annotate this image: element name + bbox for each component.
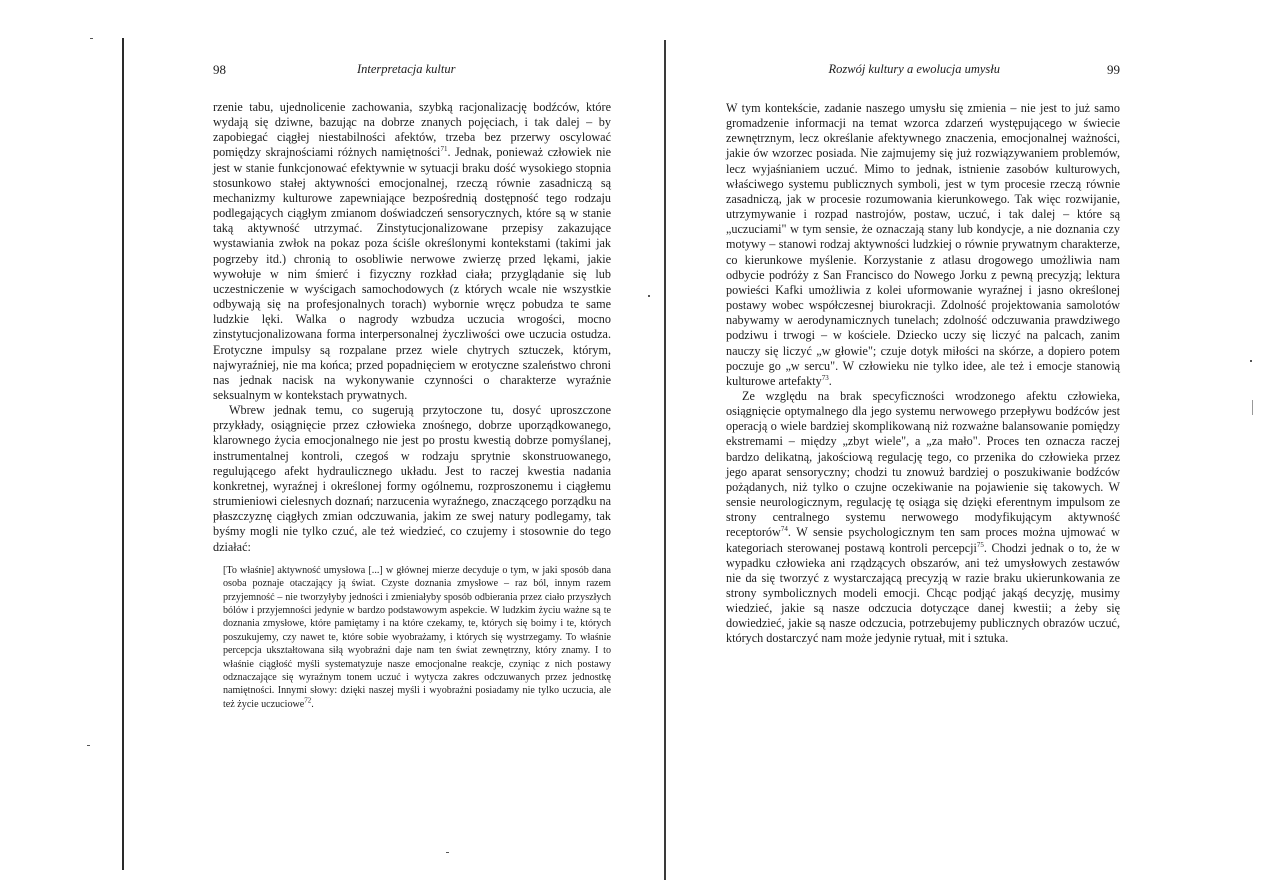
footnote-ref[interactable]: 72 <box>304 696 312 705</box>
block-quote: [To właśnie] aktywność umysłowa [...] w głównej mierze decyduje o tym, w jaki sposób dana osoba poznaje otaczający ją świat. Czyste doznania zmysłowe – raz ból, innym razem przyjemność – nie tworzyłyby jedności i zmieniałyby sposób odbierania przez ciało przyszłych bólów i przyjemności jedynie w bardzo podstawowym aspekcie. W ludzkim życiu ważne są te doznania zmysłowe, które pamiętamy i na które czekamy, te, których się boimy i te, których poszukujemy, czy nawet te, które sobie wyobrażamy, i których się wystrzegamy. To właśnie percepcja ukształtowana siłą wyobraźni daje nam ten świat zewnętrzny, który znamy. I to właśnie ciągłość myśli systematyzuje nasze emocjonalne reakcje, czyniąc z nich postawy odznaczające się wyraźnym tonem uczuć i wytycza zakres odczuwanych przez jednostkę namiętności. Innymi słowy: dzięki naszej myśli i wyobraźni posiadamy nie tylko uczucia, ale też życie uczuciowe$^{72}$. <box>223 564 611 710</box>
scan-speck <box>87 745 90 746</box>
page-number-left: 98 <box>213 62 226 77</box>
right-page <box>726 62 1120 647</box>
running-head-right <box>726 62 1120 84</box>
footnote-ref[interactable]: 74 <box>780 525 788 534</box>
scan-speck <box>446 852 449 853</box>
gutter-scan-edge <box>664 40 666 880</box>
footnote-ref[interactable]: 73 <box>821 373 829 382</box>
running-head-left <box>213 62 611 84</box>
footnote-ref[interactable]: 71 <box>440 145 448 154</box>
scan-speck <box>1250 360 1252 362</box>
page-number-right: 99 <box>1107 62 1120 77</box>
scan-speck <box>90 38 93 39</box>
left-page <box>213 62 611 711</box>
left-scan-edge <box>122 38 124 870</box>
scan-speck <box>1252 400 1253 415</box>
running-title-right: Rozwój kultury a ewolucja umysłu <box>828 62 1000 76</box>
running-title-left: Interpretacja kultur <box>357 62 456 76</box>
left-body <box>213 100 611 711</box>
paragraph: W tym kontekście, zadanie naszego umysłu się zmienia – nie jest to już samo gromadzenie informacji na temat wzorca zdarzeń występującego w świecie zewnętrznym, lecz określanie afektywnego znaczenia, emocjonalnej ważności, jakie ów wzorzec posiada. Nie zajmujemy się już rozwiązywaniem problemów, lecz wyjaśnianiem uczuć. Mimo to jednak, istnienie zasobów kulturowych, właściwego systemu publicznych symboli, jest w tym procesie rzeczą równie zasadniczą, jak w procesie rozumowania kierunkowego. Tak więc rozwijanie, utrzymywanie i rozpad nastrojów, postaw, uczuć, i tak dalej – które są „uczuciami" w tym sensie, że oznaczają stany lub kondycje, a nie doznania czy motywy – stanowi rodzaj aktywności ludzkiej o równie prywatnym charakterze, co kierunkowe myślenie. Korzystanie z atlasu drogowego umożliwia nam odbycie podróży z San Francisco do Nowego Jorku z pewną precyzją; lektura powieści Kafki umożliwia z kolei uformowanie wyraźnej i jasno określonej postawy wobec współczesnej biurokracji. Zdolność projektowania samolotów nabywamy w aerodynamicznych tunelach; zdolność odczuwania prawdziwego podziwu i trwogi – w kościele. Dziecko uczy się liczyć na palcach, zanim nauczy się liczyć „w głowie"; czuje dotyk miłości na skórze, a dopiero potem poczuje go „w sercu". W człowieku nie tylko idee, ale też i emocje stanowią kulturowe artefakty$^{73}$. <box>726 101 1120 388</box>
paragraph: rzenie tabu, ujednolicenie zachowania, szybką racjonalizację bodźców, które wydają się dziwne, bazując na dobrze znanych pojęciach, i tak dalej – by zapobiegać ciągłej niestabilności afektów, trzeba bez przerwy oscylować pomiędzy skrajnościami różnych namiętności$^{71}$. Jednak, ponieważ człowiek nie jest w stanie funkcjonować efektywnie w sytuacji braku dość wysokiego stopnia stosunkowo stałej aktywności emocjonalnej, rzeczą równie zasadniczą są mechanizmy kulturowe zapewniające bezpośrednią dostępność tego rodzaju podlegających ciągłym zmianom doświadczeń sensorycznych, które są w stanie taką aktywność utrzymać. Zinstytucjonalizowane przepisy zakazujące wystawiania zwłok na pokaz poza ściśle określonymi kontekstami (takimi jak pogrzeby itd.) chronią to osobliwie nerwowe zwierzę przed lękami, jakie wywołuje w nim śmierć i fizyczny rozkład ciała; przyglądanie się lub uczestniczenie w wyścigach samochodowych (z których wcale nie wszystkie odbywają się na profesjonalnych torach) wybornie wręcz pobudza te same ludzkie lęki. Walka o nagrody wzbudza uczucia wrogości, mocno zinstytucjonalizowana forma interpersonalnej życzliwości owe uczucia ostudza. Erotyczne impulsy są rozpalane przez wiele chytrych sztuczek, którym, najwyraźniej, nie ma końca; przed popadnięciem w erotyczne szaleństwo chroni nas jednak nacisk na wykonywanie czynności o charakterze wyraźnie seksualnym w kontekstach prywatnych. <box>213 100 611 402</box>
paragraph: Ze względu na brak specyficzności wrodzonego afektu człowieka, osiągnięcie optymalnego dla jego systemu nerwowego przepływu bodźców jest operacją o wiele bardziej skomplikowaną niż rozważne balansowanie pomiędzy ekstremami – między „zbyt wiele", a „za mało". Proces ten oznacza raczej bardzo delikatną, jakościową regulację tego, co przenika do człowieka przez jego aparat sensoryczny; chodzi tu znowuż bardziej o poszukiwanie bodźców pożądanych, niż tylko o czujne oczekiwanie na pojawienie się takowych. W sensie neurologicznym, regulację tę osiąga się dzięki eferentnym impulsom ze strony centralnego systemu nerwowego modyfikującym aktywność receptorów$^{74}$. W sensie psychologicznym ten sam proces można ujmować w kategoriach sterowanej postawą kontroli percepcji$^{75}$. Chodzi jednak o to, że w wypadku człowieka ani rządzących obszarów, ani też umysłowych zestawów nie da się tworzyć z wystarczającą precyzją w razie braku ukierunkowania ze strony symbolicznych modeli emocji. Chcąc podjąć jakąś decyzję, musimy wiedzieć, jakie są nasze odczucia dotyczące danej kwestii; a żeby się dowiedzieć, jakie są nasze odczucia, potrzebujemy publicznych obrazów uczuć, których dostarczyć nam może jedynie rytuał, mit i sztuka. <box>726 388 1120 646</box>
scan-speck <box>648 295 650 297</box>
right-body <box>726 101 1120 647</box>
paragraph: Wbrew jednak temu, co sugerują przytoczone tu, dosyć uproszczone przykłady, osiągnięcie przez człowieka znośnego, dobrze uporządkowanego, klarownego życia emocjonalnego nie jest po prostu kwestią dobrze pomyślanej, instrumentalnej kontroli, czegoś w rodzaju sprytnie skonstruowanego, regulującego afekt hydraulicznego układu. Jest to raczej kwestia nadania konkretnej, wyraźnej i określonej formy ogólnemu, rozproszonemu i ciągłemu strumieniowi cielesnych doznań; narzucenia wyraźnego, znaczącego porządku na płaszczyznę ciągłych zmian odczuwania, jakim ze swej natury podlegamy, tak byśmy mogli nie tylko czuć, ale też wiedzieć, co czujemy i stosownie do tego działać: <box>213 403 611 554</box>
footnote-ref[interactable]: 75 <box>976 540 984 549</box>
